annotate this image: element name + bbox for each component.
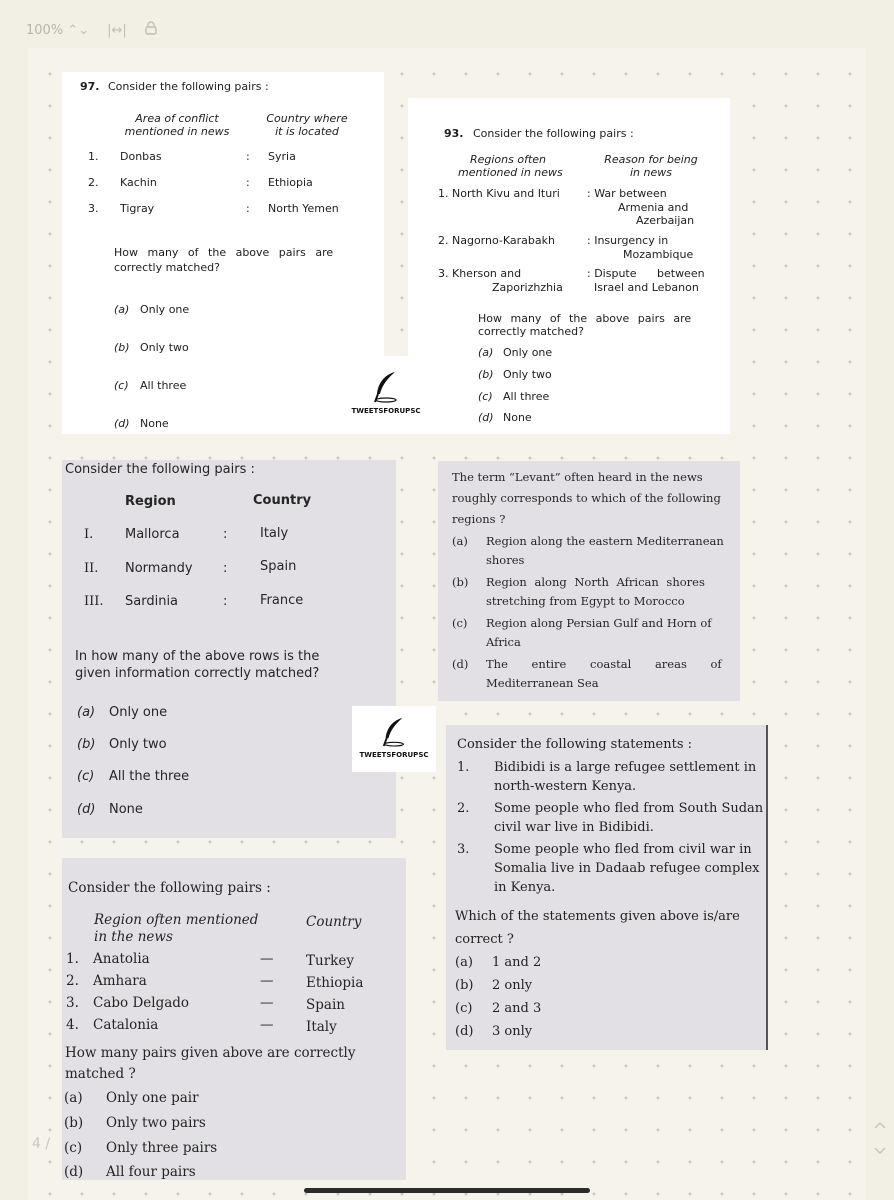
option-label: (a) (64, 1090, 83, 1106)
page-indicator: 4 / (32, 1136, 51, 1152)
question-text: correctly matched? (478, 325, 584, 338)
option-label: (b) (452, 575, 469, 589)
pair-country: North Yemen (268, 202, 339, 215)
feather-pen-icon (371, 370, 401, 404)
zoom-level[interactable]: 100% ⌃⌄ (26, 22, 90, 38)
pair-number: II. (84, 561, 99, 576)
question-region-card (62, 460, 396, 838)
statement-text: north-western Kenya. (494, 779, 637, 794)
question-prompt: Consider the following pairs : (65, 462, 255, 477)
question-levant-card (438, 461, 740, 701)
option-text: Region along the eastern Mediterranean (486, 534, 724, 548)
option-text: None (503, 411, 532, 424)
pair-separator: : (246, 150, 250, 163)
option-label: (a) (455, 955, 473, 970)
option-text: Only three pairs (106, 1140, 218, 1156)
pair-number: III. (84, 594, 104, 609)
question-prompt: Consider the following statements : (457, 737, 693, 752)
pair-separator: : (246, 176, 250, 189)
pair-country: France (260, 593, 304, 608)
pair-region: Cabo Delgado (93, 995, 190, 1011)
option-text: Africa (486, 635, 521, 649)
pair-separator: : (246, 202, 250, 215)
pair-number: 1. (66, 951, 79, 967)
option-text: Only one (503, 346, 553, 359)
option-text: Region along North African shores (486, 575, 705, 589)
question-text: How many pairs given above are correctly (65, 1045, 356, 1061)
pair-reason: Mozambique (623, 248, 694, 261)
pair-region: 2. Nagorno-Karabakh (438, 234, 555, 247)
statement-text: in Kenya. (494, 880, 556, 895)
pair-region: Kachin (120, 176, 157, 189)
pair-region: Zaporizhzhia (492, 281, 563, 294)
option-label: (c) (452, 616, 468, 630)
pair-country: Turkey (306, 953, 354, 969)
column-header-1a: Area of conflict (135, 112, 219, 125)
pair-separator: — (260, 995, 274, 1011)
question-prompt: Consider the following pairs : (473, 127, 634, 140)
column-header-country: Country (253, 493, 312, 508)
question-text: In how many of the above rows is the (75, 649, 320, 664)
option-text: All four pairs (106, 1164, 196, 1180)
option-text: Only one (109, 705, 168, 720)
option-text: All three (140, 379, 187, 392)
pair-country: Spain (306, 997, 345, 1013)
pair-country: Ethiopia (268, 176, 313, 189)
statement-text: Some people who fled from civil war in (494, 842, 752, 857)
pair-number: 4. (66, 1017, 79, 1033)
column-header-1b: mentioned in news (124, 125, 230, 138)
option-text: All the three (109, 769, 190, 784)
pair-separator: : (223, 594, 228, 609)
option-text: Only two (140, 341, 189, 354)
column-header-2b: it is located (275, 125, 339, 138)
pair-reason: Israel and Lebanon (594, 281, 699, 294)
pair-country: Italy (306, 1019, 337, 1035)
option-text: None (140, 417, 169, 430)
watermark-text: TWEETSFORUPSC (359, 751, 429, 759)
statement-text: Somalia live in Dadaab refugee complex (494, 861, 760, 876)
question-93-card (408, 98, 730, 434)
question-text: How many of the above pairs are (478, 312, 692, 325)
option-text: The entire coastal areas of (486, 657, 722, 671)
pair-separator: : (223, 561, 228, 576)
option-text: None (109, 802, 143, 817)
watermark-logo (352, 716, 436, 759)
option-text: Only two pairs (106, 1115, 206, 1131)
question-text: matched ? (65, 1066, 136, 1082)
pair-region: Normandy (125, 561, 193, 576)
feather-pen-icon (380, 716, 408, 748)
statement-number: 1. (457, 760, 470, 775)
column-header-1b: in the news (94, 929, 173, 945)
option-label: (c) (114, 379, 129, 392)
option-label: (b) (64, 1115, 84, 1131)
question-text: correct ? (455, 932, 514, 947)
option-label: (a) (478, 346, 494, 359)
pair-number: 1. (88, 150, 99, 163)
question-number: 97. (80, 80, 100, 93)
option-text: 2 and 3 (492, 1001, 542, 1016)
watermark-logo (346, 370, 426, 415)
option-text: Only two (109, 737, 167, 752)
pair-reason: Azerbaijan (636, 214, 695, 227)
pair-reason: : Dispute (587, 267, 637, 280)
home-indicator[interactable] (304, 1188, 590, 1193)
column-header-2a: Reason for being (604, 153, 698, 166)
pair-number: 3. (88, 202, 99, 215)
option-label: (b) (478, 368, 494, 381)
pair-separator: — (260, 973, 274, 989)
option-label: (d) (455, 1024, 474, 1039)
column-header-2: Country (306, 914, 362, 930)
pair-separator: — (260, 951, 274, 967)
option-label: (c) (455, 1001, 473, 1016)
pair-region: Sardinia (125, 594, 179, 609)
watermark-text: TWEETSFORUPSC (351, 407, 421, 415)
option-label: (a) (452, 534, 468, 548)
question-text: roughly corresponds to which of the following (452, 491, 721, 505)
option-text: Region along Persian Gulf and Horn of (486, 616, 712, 630)
pair-number: I. (84, 527, 94, 542)
column-header-region: Region (125, 494, 176, 509)
question-text: The term “Levant” often heard in the news (452, 470, 703, 484)
option-label: (d) (114, 417, 130, 430)
option-text: All three (503, 390, 550, 403)
lock-icon[interactable] (145, 21, 157, 39)
option-label: (b) (455, 978, 474, 993)
question-97-card (62, 72, 384, 434)
pair-region: Catalonia (93, 1017, 159, 1033)
chevron-up-icon[interactable] (874, 1112, 886, 1138)
option-text: Mediterranean Sea (486, 676, 599, 690)
option-label: (b) (77, 737, 96, 752)
pair-region: 3. Kherson and (438, 267, 522, 280)
question-bidibidi-card (446, 725, 768, 1050)
option-label: (b) (114, 341, 130, 354)
statement-text: civil war live in Bidibidi. (494, 820, 654, 835)
question-text: given information correctly matched? (75, 666, 320, 681)
zoom-stepper-icon[interactable]: ⌃⌄ (67, 22, 90, 38)
option-text: 3 only (492, 1024, 533, 1039)
pair-reason: : Insurgency in (587, 234, 669, 247)
pair-separator: — (260, 1017, 274, 1033)
statement-number: 2. (457, 801, 470, 816)
option-label: (d) (452, 657, 469, 671)
question-prompt: Consider the following pairs : (68, 880, 271, 896)
column-header-2b: in news (630, 166, 672, 179)
option-label: (d) (478, 411, 494, 424)
question-anatolia-card (62, 858, 406, 1180)
column-header-1a: Region often mentioned (94, 912, 259, 928)
pair-reason: Armenia and (618, 201, 689, 214)
pair-region: Donbas (120, 150, 162, 163)
pair-country: Ethiopia (306, 975, 364, 991)
option-label: (d) (77, 802, 96, 817)
option-label: (c) (478, 390, 493, 403)
pair-region: 1. North Kivu and Ituri (438, 187, 560, 200)
question-text: correctly matched? (114, 261, 220, 274)
pair-region: Anatolia (93, 951, 150, 967)
pair-country: Spain (260, 559, 297, 574)
option-label: (c) (64, 1140, 83, 1156)
pair-region: Mallorca (125, 527, 180, 542)
option-text: Only two (503, 368, 552, 381)
pair-country: Italy (260, 526, 289, 541)
pair-reason: : War between (587, 187, 667, 200)
pair-number: 2. (66, 973, 79, 989)
pair-country: Syria (268, 150, 296, 163)
question-text: regions ? (452, 512, 506, 526)
statement-text: Some people who fled from South Sudan (494, 801, 764, 816)
pair-number: 3. (66, 995, 79, 1011)
option-text: shores (486, 553, 525, 567)
statement-text: Bidibidi is a large refugee settlement in (494, 760, 757, 775)
chevron-down-icon[interactable] (874, 1138, 886, 1164)
option-text: stretching from Egypt to Morocco (486, 594, 685, 608)
fit-width-icon[interactable]: |↔| (107, 22, 127, 38)
scroll-controls (874, 1112, 886, 1164)
statement-number: 3. (457, 842, 470, 857)
question-number: 93. (444, 127, 464, 140)
question-text: Which of the statements given above is/are (455, 909, 740, 924)
option-label: (d) (64, 1164, 84, 1180)
pair-separator: : (223, 527, 228, 542)
pair-region: Amhara (93, 973, 147, 989)
pair-reason: between (657, 267, 705, 280)
option-label: (c) (77, 769, 95, 784)
pair-number: 2. (88, 176, 99, 189)
viewer-toolbar (26, 16, 157, 44)
pair-region: Tigray (120, 202, 155, 215)
column-header-2a: Country where (266, 112, 348, 125)
column-header-1a: Regions often (469, 153, 547, 166)
option-text: 2 only (492, 978, 533, 993)
option-text: 1 and 2 (492, 955, 542, 970)
question-text: How many of the above pairs are (114, 246, 334, 259)
option-label: (a) (77, 705, 96, 720)
option-text: Only one (140, 303, 190, 316)
question-prompt: Consider the following pairs : (108, 80, 269, 93)
column-header-1b: mentioned in news (458, 166, 563, 179)
option-text: Only one pair (106, 1090, 199, 1106)
option-label: (a) (114, 303, 130, 316)
